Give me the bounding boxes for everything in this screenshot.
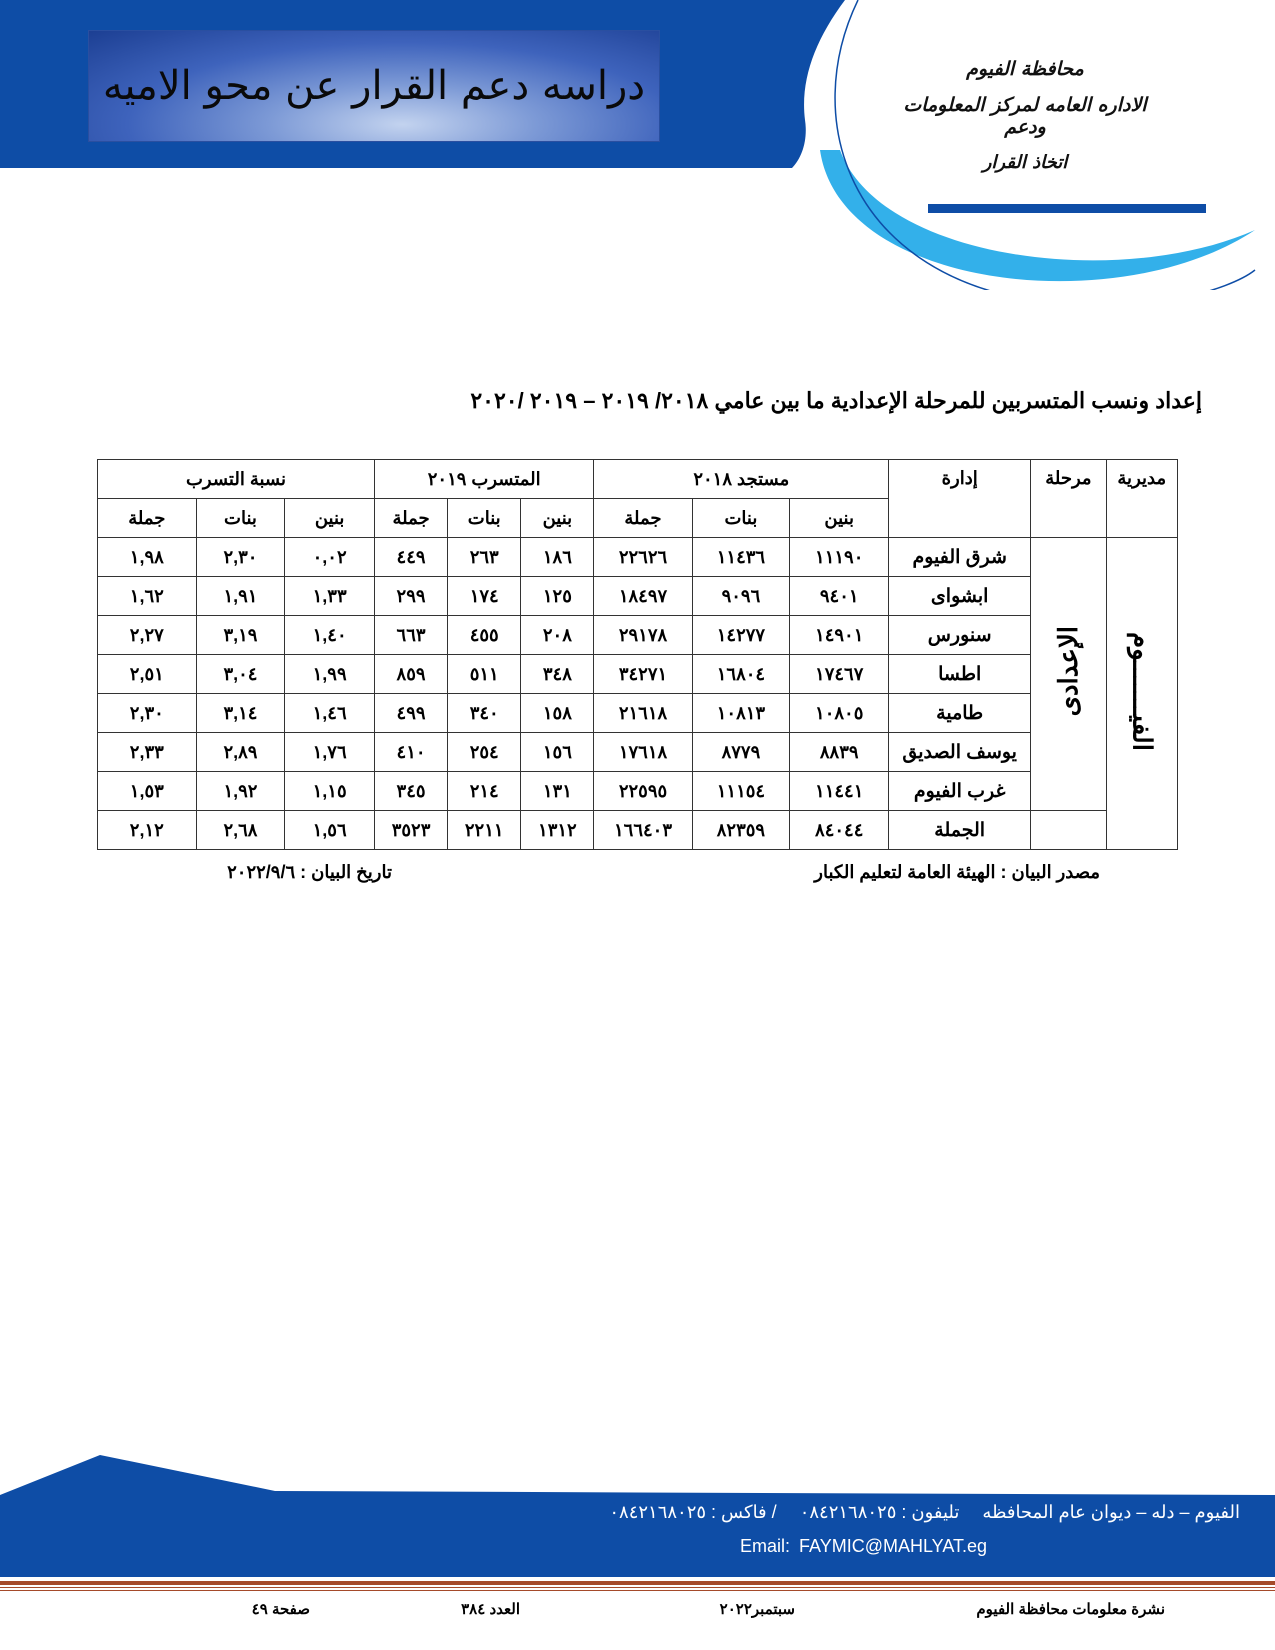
rate-girls: ٣,١٤ <box>196 694 285 733</box>
col-header-marhala: مرحلة <box>1031 460 1106 538</box>
rate-girls: ٣,١٩ <box>196 616 285 655</box>
col-header-idara: إدارة <box>889 460 1031 538</box>
idara-name: الجملة <box>889 811 1031 850</box>
email-label: Email: <box>740 1536 791 1556</box>
enrolled-boys: ٨٨٣٩ <box>790 733 889 772</box>
dropout-boys: ١٥٦ <box>521 733 594 772</box>
dropout-boys: ١٢٥ <box>521 577 594 616</box>
document-title: دراسه دعم القرار عن محو الاميه <box>102 63 646 109</box>
marhala-value: الإعدادى <box>1052 626 1083 717</box>
org-divider-bar <box>928 204 1206 213</box>
col-header-boys: بنين <box>521 499 594 538</box>
enrolled-total: ٢٩١٧٨ <box>594 616 692 655</box>
enrolled-total: ١٦٦٤٠٣ <box>594 811 692 850</box>
dropout-total: ٨٥٩ <box>374 655 447 694</box>
org-line-3: اتخاذ القرار <box>982 152 1068 173</box>
data-date: تاريخ البيان : ٢٠٢٢/٩/٦ <box>227 862 392 882</box>
document-title-box <box>88 30 660 142</box>
mudiriya-cell <box>1106 538 1177 850</box>
rate-total: ٢,٣٠ <box>98 694 197 733</box>
dropout-girls: ٣٤٠ <box>448 694 521 733</box>
rate-total: ١,٩٨ <box>98 538 197 577</box>
dropout-total: ٢٩٩ <box>374 577 447 616</box>
rate-girls: ١,٩٢ <box>196 772 285 811</box>
dropout-girls: ٤٥٥ <box>448 616 521 655</box>
dropout-boys: ١٣١ <box>521 772 594 811</box>
header-row-1 <box>98 460 1178 499</box>
table-row <box>98 694 1178 733</box>
rate-total: ١,٦٢ <box>98 577 197 616</box>
idara-name: شرق الفيوم <box>889 538 1031 577</box>
total-row <box>98 811 1178 850</box>
dropout-total: ٣٥٢٣ <box>374 811 447 850</box>
idara-name: غرب الفيوم <box>889 772 1031 811</box>
rate-girls: ٢,٣٠ <box>196 538 285 577</box>
enrolled-total: ١٨٤٩٧ <box>594 577 692 616</box>
col-header-total: جملة <box>98 499 197 538</box>
rate-total: ١,٥٣ <box>98 772 197 811</box>
dropout-boys: ١٥٨ <box>521 694 594 733</box>
dropout-girls: ٥١١ <box>448 655 521 694</box>
issue-month: سبتمبر٢٠٢٢ <box>719 1601 795 1618</box>
rate-girls: ٢,٦٨ <box>196 811 285 850</box>
dropout-girls: ٢٥٤ <box>448 733 521 772</box>
idara-name: ابشواى <box>889 577 1031 616</box>
rate-boys: ١,٩٩ <box>285 655 375 694</box>
dropout-total: ٣٤٥ <box>374 772 447 811</box>
dropout-total: ٤٩٩ <box>374 694 447 733</box>
footer-fax: / فاكس : ٠٨٤٢١٦٨٠٢٥ <box>609 1502 777 1522</box>
col-header-mudiriya: مديرية <box>1106 460 1177 538</box>
col-group-dropout: المتسرب ٢٠١٩ <box>374 460 594 499</box>
idara-name: طامية <box>889 694 1031 733</box>
enrolled-boys: ١٧٤٦٧ <box>790 655 889 694</box>
rate-girls: ٢,٨٩ <box>196 733 285 772</box>
page-number: صفحة ٤٩ <box>251 1601 310 1618</box>
issue-number: العدد ٣٨٤ <box>461 1601 520 1618</box>
rate-boys: ١,٤٦ <box>285 694 375 733</box>
dropout-boys: ٣٤٨ <box>521 655 594 694</box>
dropout-boys: ٢٠٨ <box>521 616 594 655</box>
table-row <box>98 538 1178 577</box>
enrolled-boys: ٨٤٠٤٤ <box>790 811 889 850</box>
col-group-enrolled: مستجد ٢٠١٨ <box>594 460 889 499</box>
dropout-girls: ٢٢١١ <box>448 811 521 850</box>
dropout-girls: ١٧٤ <box>448 577 521 616</box>
enrolled-boys: ١٤٩٠١ <box>790 616 889 655</box>
dropout-total: ٤٤٩ <box>374 538 447 577</box>
enrolled-girls: ١٦٨٠٤ <box>692 655 790 694</box>
idara-name: اطسا <box>889 655 1031 694</box>
org-line-1: محافظة الفيوم <box>966 58 1084 80</box>
rate-girls: ١,٩١ <box>196 577 285 616</box>
dropout-boys: ١٣١٢ <box>521 811 594 850</box>
rate-boys: ١,١٥ <box>285 772 375 811</box>
organization-name <box>895 58 1155 187</box>
col-header-girls: بنات <box>196 499 285 538</box>
dropout-total: ٦٦٣ <box>374 616 447 655</box>
table-title: إعداد ونسب المتسربين للمرحلة الإعدادية ما بين عامي ٢٠١٨/ ٢٠١٩ – ٢٠١٩ /٢٠٢٠ <box>470 388 1202 413</box>
enrolled-girls: ١١٤٣٦ <box>692 538 790 577</box>
col-header-total: جملة <box>594 499 692 538</box>
data-source: مصدر البيان : الهيئة العامة لتعليم الكبار <box>814 862 1100 882</box>
col-group-rate: نسبة التسرب <box>98 460 375 499</box>
col-header-boys: بنين <box>285 499 375 538</box>
marhala-cell <box>1031 538 1106 811</box>
rate-girls: ٣,٠٤ <box>196 655 285 694</box>
dropout-boys: ١٨٦ <box>521 538 594 577</box>
dropout-girls: ٢١٤ <box>448 772 521 811</box>
rate-boys: ١,٥٦ <box>285 811 375 850</box>
email-address: FAYMIC@MAHLYAT.eg <box>799 1536 988 1556</box>
marhala-empty-cell <box>1031 811 1106 850</box>
rate-total: ٢,٣٣ <box>98 733 197 772</box>
rate-total: ٢,٥١ <box>98 655 197 694</box>
enrolled-boys: ١٠٨٠٥ <box>790 694 889 733</box>
idara-name: سنورس <box>889 616 1031 655</box>
idara-name: يوسف الصديق <box>889 733 1031 772</box>
org-line-2: الاداره العامه لمركز المعلومات ودعم <box>903 94 1147 138</box>
rate-total: ٢,٢٧ <box>98 616 197 655</box>
rate-total: ٢,١٢ <box>98 811 197 850</box>
enrolled-boys: ١١١٩٠ <box>790 538 889 577</box>
footer-phone: تليفون : ٠٨٤٢١٦٨٠٢٥ <box>799 1502 960 1522</box>
enrolled-total: ٢٢٦٢٦ <box>594 538 692 577</box>
dropout-total: ٤١٠ <box>374 733 447 772</box>
col-header-boys: بنين <box>790 499 889 538</box>
col-header-girls: بنات <box>448 499 521 538</box>
dropout-table <box>97 459 1178 850</box>
enrolled-total: ١٧٦١٨ <box>594 733 692 772</box>
enrolled-girls: ١١١٥٤ <box>692 772 790 811</box>
table-row <box>98 616 1178 655</box>
table-row <box>98 655 1178 694</box>
rate-boys: ١,٤٠ <box>285 616 375 655</box>
dropout-girls: ٢٦٣ <box>448 538 521 577</box>
enrolled-boys: ٩٤٠١ <box>790 577 889 616</box>
rate-boys: ١,٣٣ <box>285 577 375 616</box>
enrolled-boys: ١١٤٤١ <box>790 772 889 811</box>
col-header-girls: بنات <box>692 499 790 538</box>
enrolled-total: ٣٤٢٧١ <box>594 655 692 694</box>
bulletin-name: نشرة معلومات محافظة الفيوم <box>976 1601 1165 1618</box>
col-header-total: جملة <box>374 499 447 538</box>
enrolled-girls: ١٤٢٧٧ <box>692 616 790 655</box>
mudiriya-value: الفيـــــــوم <box>1127 631 1158 751</box>
enrolled-total: ٢٢٥٩٥ <box>594 772 692 811</box>
rate-boys: ٠,٠٢ <box>285 538 375 577</box>
table-row <box>98 577 1178 616</box>
footer-address: الفيوم – دله – ديوان عام المحافظه <box>982 1502 1240 1522</box>
footer-contact <box>560 1502 1240 1523</box>
enrolled-girls: ٨٧٧٩ <box>692 733 790 772</box>
enrolled-girls: ٨٢٣٥٩ <box>692 811 790 850</box>
rate-boys: ١,٧٦ <box>285 733 375 772</box>
footer-email <box>740 1536 1140 1557</box>
enrolled-girls: ١٠٨١٣ <box>692 694 790 733</box>
enrolled-girls: ٩٠٩٦ <box>692 577 790 616</box>
enrolled-total: ٢١٦١٨ <box>594 694 692 733</box>
table-row <box>98 733 1178 772</box>
table-row <box>98 772 1178 811</box>
